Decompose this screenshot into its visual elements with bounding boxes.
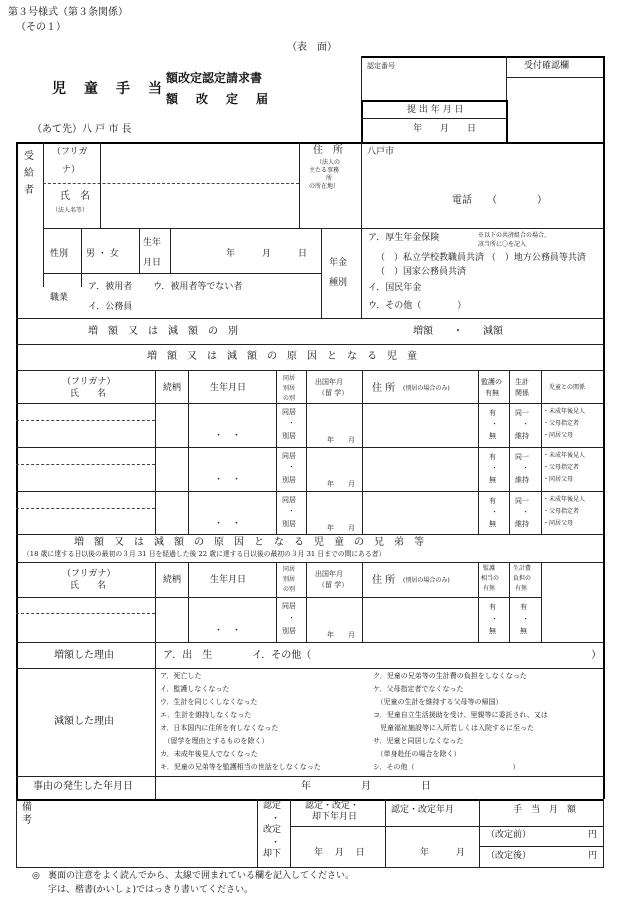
sib-th-address: 住 所 <box>372 575 396 586</box>
decision-date-label-1: 認定・改定・ <box>305 801 360 811</box>
dec-reason-ku[interactable]: ク．児童の兄弟等の生計費の負担をしなくなった <box>373 672 527 680</box>
child1-moved[interactable]: 年 月 <box>327 436 355 444</box>
th-address-sub: (別居の場合のみ) <box>403 385 450 392</box>
occupation-option-1[interactable]: ア．被用者 ウ．被用者等でない者 <box>88 282 243 292</box>
sibling-cohab-a[interactable]: 同居 <box>282 602 296 610</box>
th-furigana: （フリガナ） <box>62 377 116 387</box>
th-support-1: 生計 <box>515 378 529 386</box>
dec-reason-a[interactable]: ア．死亡した <box>160 672 202 680</box>
th-birth: 生年月日 <box>210 383 247 393</box>
decision-date-label-2: 却下年月日 <box>312 812 358 822</box>
child2-rel3[interactable]: ・同居父母 <box>543 476 574 483</box>
address-sub-1: （法人の <box>316 159 341 166</box>
pension-option-u[interactable]: ウ．その他（ ） <box>368 301 467 311</box>
child2-rel2[interactable]: ・父母指定者 <box>543 464 580 471</box>
amount-after-label: （改定後） <box>486 851 532 861</box>
sib-th-name: 氏 名 <box>70 581 107 591</box>
sib-th-support-1: 生計費 <box>513 565 532 572</box>
child1-care-yes[interactable]: 有 <box>489 409 496 417</box>
receipt-check-label: 受付確認欄 <box>524 61 570 71</box>
child2-keep[interactable]: 維持 <box>515 476 529 484</box>
amount-before-label: （改定前） <box>486 830 532 840</box>
decision-4: ・ <box>271 838 281 848</box>
decision-date-field[interactable]: 年 月 日 <box>314 848 365 858</box>
form-part: （その１） <box>16 22 66 33</box>
sibling-support-no[interactable]: 無 <box>520 627 527 635</box>
pension-option-b[interactable]: （ ）私立学校教職員共済 （ ）地方公務員等共済 <box>376 253 586 263</box>
child2-support-dot: ・ <box>522 464 529 472</box>
child1-rel1[interactable]: ・未成年後見人 <box>543 408 586 415</box>
name-label: 氏 名 <box>60 191 90 202</box>
child3-care-yes[interactable]: 有 <box>489 497 496 505</box>
child2-moved[interactable]: 年 月 <box>327 480 355 488</box>
address-sub-4: の所在地） <box>309 183 340 190</box>
dec-reason-ke-note: （児童の生計を維持する父母等の帰国） <box>373 698 503 706</box>
dec-reason-sa-note: （単身赴任の場合を除く） <box>373 750 461 758</box>
child2-care-yes[interactable]: 有 <box>489 453 496 461</box>
child1-care-no[interactable]: 無 <box>489 432 496 440</box>
child3-cohab-dot: ・ <box>288 507 295 515</box>
submit-date-input[interactable]: 年 月 日 <box>413 124 477 134</box>
dec-reason-o-note: （留学を理由とするものを除く） <box>160 737 269 745</box>
sibling-cohab-dot: ・ <box>288 614 295 622</box>
occupation-label: 職業 <box>50 293 69 303</box>
child3-same[interactable]: 同一 <box>515 497 529 505</box>
dec-reason-i[interactable]: イ．監護しなくなった <box>160 685 230 693</box>
th-support-2: 関係 <box>515 389 529 397</box>
pension-note-2: 該当所に〇を記入 <box>478 241 527 248</box>
sib-th-moved-2: （留 学） <box>318 581 349 589</box>
birth-label-2: 月日 <box>143 258 162 268</box>
child3-rel1[interactable]: ・未成年後見人 <box>543 496 586 503</box>
increase-reason-options[interactable]: ア．出 生 イ．その他（ ） <box>163 650 602 661</box>
child1-rel2[interactable]: ・父母指定者 <box>543 420 580 427</box>
child1-keep[interactable]: 維持 <box>515 432 529 440</box>
dec-reason-ko-2: 児童福祉施設等に入所若しくは入院するに至った <box>373 724 534 732</box>
th-cohab-1: 同居 <box>283 375 296 382</box>
phone-field[interactable]: 電話 （ ） <box>452 195 547 206</box>
child3-moved[interactable]: 年 月 <box>327 524 355 532</box>
furigana-label-2: ナ） <box>62 165 81 175</box>
dec-reason-o[interactable]: オ．日本国内に住所を有しなくなった <box>160 724 279 732</box>
pension-label-1: 年金 <box>329 258 348 268</box>
child2-care-no[interactable]: 無 <box>489 476 496 484</box>
footer-note-1: 裏面の注意をよく読んでから、太線で囲まれている欄を記入してください。 <box>48 871 355 881</box>
th-care-2: 有無 <box>485 389 499 397</box>
decision-3: 改定 <box>263 825 282 835</box>
address-value[interactable]: 八戸市 <box>367 147 395 157</box>
address-sub-2: 主たる事務 <box>309 167 340 174</box>
amount-before-yen[interactable]: 円 <box>588 830 598 840</box>
dec-reason-ko[interactable]: コ．児童自立生活援助を受け、里親等に委託され、又は <box>373 711 548 719</box>
title-child-allowance: 児 童 手 当 <box>52 81 164 97</box>
child2-cohab-dot: ・ <box>288 463 295 471</box>
child3-care-no[interactable]: 無 <box>489 520 496 528</box>
siblings-section-title: 増 額 又 は 減 額 の 原 因 と な る 児 童 の 兄 弟 等 <box>74 537 424 548</box>
th-care-1: 監護の <box>481 378 502 386</box>
dec-reason-ki[interactable]: キ．児童の兄弟等を監護相当の世話をしなくなった <box>160 763 321 771</box>
sib-th-care-3: 有無 <box>483 585 496 592</box>
monthly-amount-label: 手 当 月 額 <box>513 805 577 815</box>
decision-2: ・ <box>271 814 281 824</box>
children-section-title: 増 額 又 は 減 額 の 原 因 と な る 児 童 <box>147 351 417 362</box>
sib-th-support-2: 負担の <box>513 575 532 582</box>
child3-cohab-a[interactable]: 同居 <box>282 496 296 504</box>
child3-birth[interactable]: ・ ・ <box>214 519 242 529</box>
dec-reason-e[interactable]: エ．生計を維持しなくなった <box>160 711 252 719</box>
dec-reason-ka[interactable]: カ．未成年後見人でなくなった <box>160 750 258 758</box>
occupation-option-2[interactable]: イ．公務員 <box>88 302 133 312</box>
child1-cohab-a[interactable]: 同居 <box>282 408 296 416</box>
th-cohab-3: の別 <box>283 395 296 402</box>
furigana-label: （フリガ <box>52 147 88 157</box>
child1-same[interactable]: 同一 <box>515 409 529 417</box>
increase-decrease-label: 増 額 又 は 減 額 の 別 <box>88 326 238 337</box>
sib-th-address-sub: (別居の場合のみ) <box>403 577 450 584</box>
th-address: 住 所 <box>372 383 396 394</box>
th-relation-to-child: 児童との関係 <box>549 384 586 391</box>
event-date-field[interactable]: 年 月 日 <box>301 781 431 792</box>
th-moved-1: 出国年月 <box>315 378 343 386</box>
pension-label-2: 種別 <box>329 278 348 288</box>
sib-th-relation: 続柄 <box>163 575 182 585</box>
sex-selector[interactable]: 男 ・ 女 <box>86 249 119 259</box>
address-label: 住 所 <box>313 145 343 156</box>
child1-care-dot: ・ <box>491 420 498 428</box>
decision-1: 認定 <box>263 801 282 811</box>
pension-note-1: ※以下の共済組合の場合、 <box>478 232 551 239</box>
amount-after-yen[interactable]: 円 <box>588 851 598 861</box>
form-number: 第３号様式（第３条関係） <box>8 7 128 18</box>
pension-option-i[interactable]: イ．国民年金 <box>368 283 422 293</box>
child2-rel1[interactable]: ・未成年後見人 <box>543 452 586 459</box>
revision-month-label: 認定・改定年月 <box>391 805 455 815</box>
face-label: （表 面） <box>287 42 337 53</box>
sibling-care-no[interactable]: 無 <box>489 627 496 635</box>
title-revision-notice: 額 改 定 届 <box>166 92 272 106</box>
submit-date-label: 提 出 年 月 日 <box>407 105 464 115</box>
recipient-side-label-3: 者 <box>24 185 34 196</box>
dec-reason-u[interactable]: ウ．生計を同じくしなくなった <box>160 698 258 706</box>
child3-keep[interactable]: 維持 <box>515 520 529 528</box>
dec-reason-shi[interactable]: シ．その他（ ） <box>373 763 520 771</box>
sibling-cohab-b[interactable]: 別居 <box>282 627 296 635</box>
sib-th-support-3: 有無 <box>515 585 528 592</box>
sibling-support-dot: ・ <box>522 615 529 623</box>
child2-same[interactable]: 同一 <box>515 453 529 461</box>
increase-decrease-selector[interactable]: 増額 ・ 減額 <box>413 326 503 337</box>
siblings-note: （18 歳に達する日以後の最初の３月 31 日を経過した後 22 歳に達する日以後の最初の３月 31 日までの間にある者） <box>23 550 386 558</box>
th-moved-2: （留 学） <box>318 389 349 397</box>
recipient-side-label-2: 給 <box>24 168 34 179</box>
pension-option-c[interactable]: （ ）国家公務員共済 <box>376 267 467 277</box>
dec-reason-ke[interactable]: ケ．父母指定者でなくなった <box>373 685 464 693</box>
sibling-care-dot: ・ <box>491 615 498 623</box>
address-sub-3: 所 <box>326 175 333 182</box>
event-date-label: 事由の発生した年月日 <box>33 781 133 792</box>
sib-th-birth: 生年月日 <box>210 575 247 585</box>
child1-cohab-b[interactable]: 別居 <box>282 432 296 440</box>
sib-th-furigana: （フリガナ） <box>62 569 116 579</box>
title-revision-request: 額改定認定請求書 <box>166 71 263 85</box>
sib-th-cohab-3: の別 <box>283 586 296 593</box>
footer-note-2: 字は、楷書(かいしょ)ではっきり書いてください。 <box>48 885 254 895</box>
child1-cohab-dot: ・ <box>288 419 295 427</box>
th-relation: 続柄 <box>163 383 182 393</box>
child3-rel3[interactable]: ・同居父母 <box>543 520 574 527</box>
child1-support-dot: ・ <box>522 420 529 428</box>
sibling-birth[interactable]: ・ ・ <box>214 626 242 636</box>
decision-5: 却下 <box>263 849 282 859</box>
sibling-support-yes[interactable]: 有 <box>520 603 527 611</box>
birth-date-field[interactable]: 年 月 日 <box>226 249 308 259</box>
footer-mark: ◎ <box>32 871 40 881</box>
child3-support-dot: ・ <box>522 508 529 516</box>
sibling-moved[interactable]: 年 月 <box>327 631 355 639</box>
name-sub-label: （法人名等） <box>52 207 89 214</box>
recipient-side-label-1: 受 <box>24 151 34 162</box>
revision-month-field[interactable]: 年 月 <box>420 848 466 858</box>
th-name: 氏 名 <box>70 389 107 399</box>
sex-label: 性別 <box>50 249 69 259</box>
child3-rel2[interactable]: ・父母指定者 <box>543 508 580 515</box>
child3-care-dot: ・ <box>491 508 498 516</box>
addressee: （あて先）八 戸 市 長 <box>32 124 132 135</box>
child2-birth[interactable]: ・ ・ <box>214 475 242 485</box>
sib-th-care-1: 監護 <box>483 565 496 572</box>
child1-birth[interactable]: ・ ・ <box>214 431 242 441</box>
child2-cohab-a[interactable]: 同居 <box>282 452 296 460</box>
decrease-reason-label: 減額した理由 <box>54 716 114 727</box>
sib-th-care-2: 相当の <box>481 575 500 582</box>
sib-th-cohab-1: 同居 <box>283 566 296 573</box>
child2-cohab-b[interactable]: 別居 <box>282 476 296 484</box>
increase-reason-label: 増額した理由 <box>54 650 114 661</box>
remarks-label-1: 備 <box>22 802 32 813</box>
dec-reason-sa[interactable]: サ．児童と同居しなくなった <box>373 737 464 745</box>
th-cohab-2: 別居 <box>283 385 296 392</box>
remarks-label-2: 考 <box>22 815 32 826</box>
sib-th-cohab-2: 別居 <box>283 576 296 583</box>
child1-rel3[interactable]: ・同居父母 <box>543 432 574 439</box>
pension-option-a[interactable]: ア．厚生年金保険 <box>368 233 440 243</box>
birth-label-1: 生年 <box>143 238 162 248</box>
child3-cohab-b[interactable]: 別居 <box>282 520 296 528</box>
sibling-care-yes[interactable]: 有 <box>489 603 496 611</box>
sib-th-moved-1: 出国年月 <box>315 570 343 578</box>
child2-care-dot: ・ <box>491 464 498 472</box>
certification-number-label: 認定番号 <box>367 62 395 70</box>
